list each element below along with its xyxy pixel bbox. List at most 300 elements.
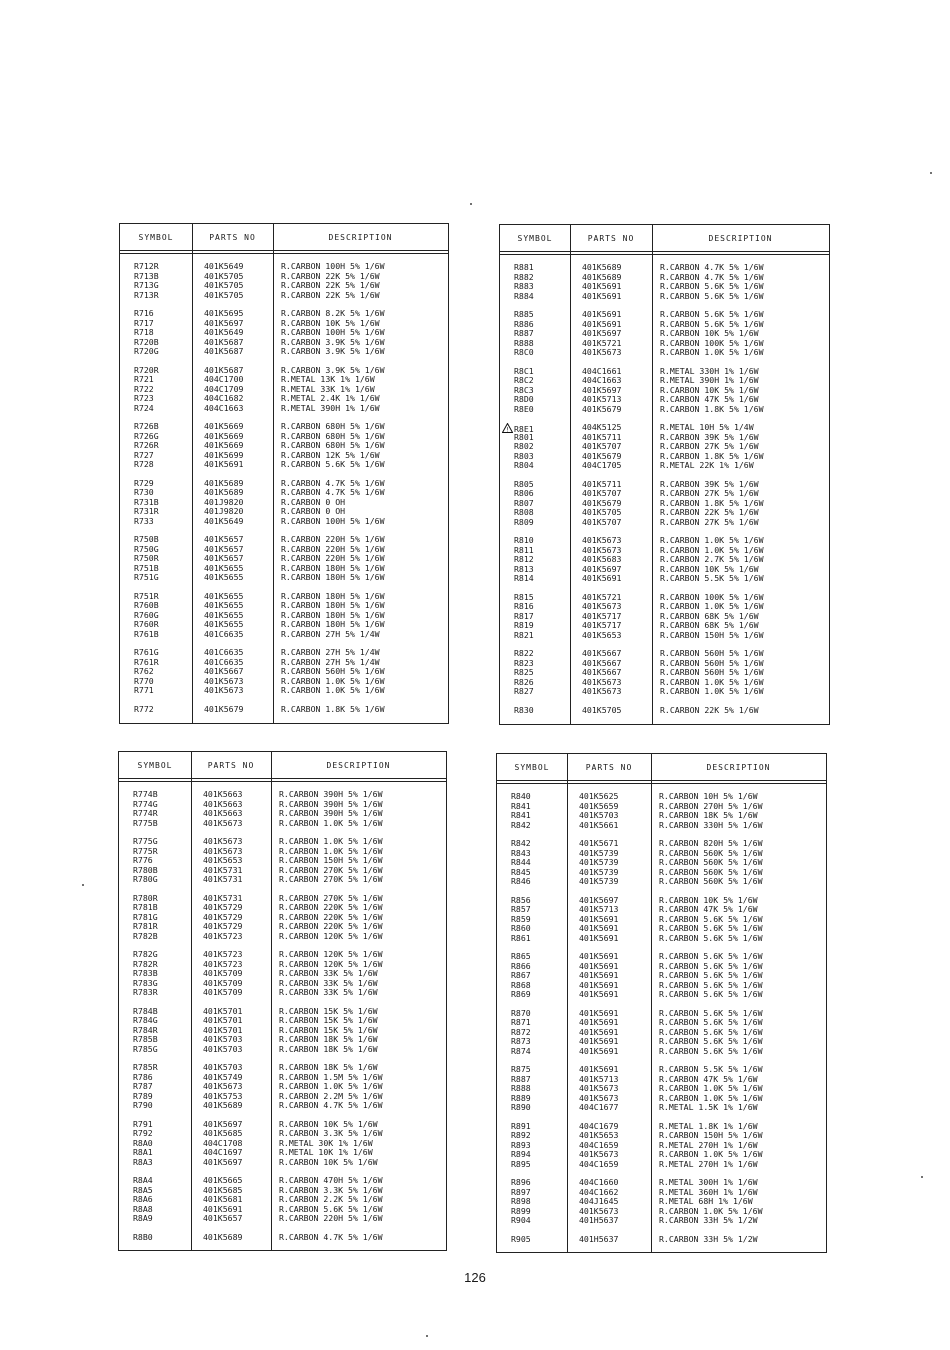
symbol-cell [497,971,567,981]
symbol-cell [497,1009,567,1019]
parts-no-cell: 401K5691 [579,1045,619,1056]
description-cell: R.CARBON 12K 5% 1/6W [281,449,380,460]
parts-no-cell: 401K5691 [579,1017,619,1027]
table-row [119,1045,446,1055]
symbol-cell [119,1148,191,1158]
parts-no-cell: 401K5705 [582,704,622,715]
svg-text:!: ! [506,426,509,433]
symbol-text: R750B [134,534,159,544]
description-cell: R.CARBON 390H 5% 1/6W [279,789,383,799]
symbol-text: R772 [134,703,154,714]
parts-no-cell: 401K5653 [582,629,622,640]
symbol-text: R873 [511,1036,531,1046]
symbol-text: R805 [514,478,534,489]
description-cell: R.CARBON 1.8K 5% 1/6W [660,450,764,461]
symbol-text: R846 [511,876,531,886]
description-cell: R.CARBON 220K 5% 1/6W [279,902,383,912]
row-group [497,1235,826,1245]
symbol-cell [120,479,192,489]
parts-no-cell: 401K5653 [579,1130,619,1140]
parts-no-cell: 401K5673 [579,1083,619,1093]
description-cell: R.METAL 22K 1% 1/6W [660,460,754,470]
symbol-text: R775B [133,817,158,828]
symbol-cell [497,802,567,812]
symbol-cell [500,273,570,283]
symbol-text: R867 [511,970,531,980]
symbol-cell [120,309,192,319]
symbol-text: R8B0 [133,1231,153,1242]
symbol-text: R727 [134,449,154,460]
scan-speck [930,172,932,174]
parts-no-cell: 401K5713 [582,394,622,404]
column-header-parts-no: PARTS NO [585,762,633,772]
parts-no-cell: 401K5749 [203,1071,243,1082]
symbol-cell [500,367,570,377]
parts-no-cell: 401K5691 [579,1064,619,1074]
parts-no-cell: 401K5739 [579,857,619,867]
row-group [120,309,448,357]
parts-no-cell: 401K5673 [204,685,244,695]
description-cell: R.CARBON 560H 5% 1/6W [660,667,764,677]
symbol-text: R781G [133,911,158,922]
header-rule [497,783,826,784]
description-cell: R.CARBON 220H 5% 1/6W [281,534,385,544]
symbol-text: R774R [133,808,158,818]
description-cell: R.CARBON 2.2M 5% 1/6W [279,1090,383,1101]
symbol-text: R783B [133,968,158,978]
symbol-cell [497,1216,567,1226]
symbol-text: R889 [511,1092,531,1103]
symbol-cell [500,649,570,659]
description-cell: R.CARBON 5.6K 5% 1/6W [281,459,385,469]
symbol-text: R785G [133,1043,158,1054]
symbol-text: R8A1 [133,1147,153,1157]
symbol-text: R774B [133,789,158,799]
description-cell: R.CARBON 10K 5% 1/6W [660,563,759,574]
parts-no-cell: 401K5655 [204,600,244,610]
symbol-cell [120,517,192,527]
parts-no-cell: 401K5731 [203,892,243,903]
symbol-text: R822 [514,648,534,658]
symbol-text: R840 [511,791,531,801]
description-cell: R.CARBON 4.7K 5% 1/6W [660,271,764,282]
symbol-cell [119,1205,191,1215]
description-cell: R.CARBON 180H 5% 1/6W [281,572,385,582]
symbol-text: R811 [514,544,534,555]
description-cell: R.CARBON 1.8K 5% 1/6W [281,703,385,714]
symbol-text: R760R [134,619,159,629]
parts-no-cell: 401K5673 [203,836,243,846]
symbol-text: R891 [511,1120,531,1131]
symbol-text: R830 [514,704,534,715]
symbol-cell [119,1073,191,1083]
parts-no-cell: 401K5671 [579,838,619,848]
symbol-text: R783G [133,977,158,988]
description-cell: R.CARBON 33K 5% 1/6W [279,968,378,978]
parts-no-cell: 401K5753 [203,1090,243,1101]
row-group [497,1065,826,1113]
symbol-cell [500,612,570,622]
parts-no-cell: 401K5679 [582,403,622,414]
row-group [119,1120,446,1168]
symbol-text: R775G [133,836,158,846]
symbol-cell [497,1037,567,1047]
symbol-text: R726G [134,430,159,441]
symbol-cell [500,536,570,546]
description-cell: R.CARBON 390H 5% 1/6W [279,808,383,818]
symbol-cell [119,932,191,942]
symbol-cell [500,433,570,443]
table-row [120,347,448,357]
symbol-cell [500,565,570,575]
description-cell: R.CARBON 39K 5% 1/6W [660,431,759,442]
description-cell: R.CARBON 5.6K 5% 1/6W [660,309,764,319]
symbol-text: R874 [511,1045,531,1056]
parts-no-cell: 401K5665 [203,1175,243,1185]
parts-no-cell: 401K5729 [203,921,243,931]
column-header-description: DESCRIPTION [706,762,771,772]
symbol-text: R722 [134,383,154,394]
symbol-cell [119,1176,191,1186]
symbol-text: R861 [511,932,531,943]
description-cell: R.CARBON 180H 5% 1/6W [281,619,385,629]
symbol-text: R776 [133,855,153,865]
description-cell: R.CARBON 39K 5% 1/6W [660,478,759,489]
symbol-text: R884 [514,290,534,301]
symbol-text: R860 [511,923,531,933]
column-header-description: DESCRIPTION [708,233,773,243]
symbol-text: R716 [134,308,154,318]
parts-no-cell: 401K5657 [204,534,244,544]
description-cell: R.CARBON 22K 5% 1/6W [281,289,380,300]
symbol-cell [500,423,570,433]
symbol-cell [497,868,567,878]
table-row [500,461,829,471]
symbol-text: R792 [133,1128,153,1138]
symbol-text: R813 [514,563,534,574]
row-group [120,366,448,414]
symbol-text: R886 [514,318,534,329]
symbol-text: R783R [133,987,158,997]
description-cell: R.CARBON 5.6K 5% 1/6W [659,1026,763,1037]
symbol-cell [497,1047,567,1057]
table-row [120,517,448,527]
symbol-cell [497,1207,567,1217]
symbol-text: R786 [133,1071,153,1082]
table-row [119,1214,446,1224]
symbol-cell [497,1094,567,1104]
parts-no-cell: 401K5681 [203,1194,243,1204]
symbol-cell [497,1160,567,1170]
parts-no-cell: 401K5717 [582,610,622,621]
description-cell: R.CARBON 1.0K 5% 1/6W [659,1083,763,1093]
description-cell: R.CARBON 18K 5% 1/6W [279,1034,378,1044]
warning-triangle-icon [502,423,513,433]
row-group [120,535,448,583]
symbol-text: R785B [133,1034,158,1044]
symbol-cell [497,1028,567,1038]
row-group [119,1176,446,1224]
table-header [119,752,446,779]
symbol-text: R866 [511,960,531,971]
description-cell: R.CARBON 5.6K 5% 1/6W [659,979,763,990]
row-group [120,592,448,640]
symbol-cell [497,839,567,849]
table-header [120,224,448,251]
row-group [500,423,829,471]
parts-no-cell: 401K5711 [582,478,622,489]
table-row [119,988,446,998]
symbol-text: R895 [511,1158,531,1169]
parts-no-cell: 401K5705 [204,280,244,290]
parts-no-cell: 401K5691 [582,318,622,329]
scan-speck [82,884,84,886]
symbol-text: R789 [133,1090,153,1101]
description-cell: R.CARBON 1.0K 5% 1/6W [660,535,764,545]
table-row [120,705,448,715]
parts-no-cell: 401K5691 [579,960,619,971]
description-cell: R.CARBON 5.6K 5% 1/6W [660,318,764,329]
parts-no-cell: 401C6635 [204,647,244,657]
symbol-cell [119,1139,191,1149]
symbol-text: R802 [514,441,534,451]
symbol-text: R826 [514,676,534,687]
parts-no-cell: 401K5707 [582,441,622,451]
description-cell: R.CARBON 10K 5% 1/6W [659,894,758,905]
row-group [500,593,829,641]
symbol-cell [119,1186,191,1196]
symbol-text: R815 [514,591,534,602]
symbol-cell [119,1082,191,1092]
symbol-cell [497,1235,567,1245]
symbol-cell [500,310,570,320]
parts-table-top-left [119,223,449,724]
symbol-cell [120,404,192,414]
symbol-text: R785R [133,1062,158,1072]
parts-table-bottom-right [496,753,827,1253]
parts-no-cell: 401K5687 [204,364,244,375]
parts-no-cell: 401K5711 [582,431,622,442]
parts-no-cell: 401K5663 [203,789,243,799]
description-cell: R.CARBON 560K 5% 1/6W [659,876,763,886]
parts-no-cell: 401K5689 [203,1231,243,1242]
symbol-cell [500,339,570,349]
parts-no-cell: 401K5685 [203,1128,243,1138]
symbol-text: R713B [134,270,159,281]
description-cell: R.CARBON 5.6K 5% 1/6W [659,970,763,980]
parts-no-cell: 401K5667 [582,657,622,668]
symbol-cell [497,1065,567,1075]
parts-no-cell: 404C1663 [582,375,622,385]
description-cell: R.CARBON 15K 5% 1/6W [279,1005,378,1016]
description-cell: R.CARBON 15K 5% 1/6W [279,1024,378,1035]
parts-no-cell: 401K5689 [203,1100,243,1110]
parts-no-cell: 401K5673 [204,675,244,686]
parts-no-cell: 401K5691 [579,932,619,943]
parts-no-cell: 401K5723 [203,949,243,959]
table-row [497,934,826,944]
symbol-cell [120,366,192,376]
symbol-cell [497,792,567,802]
description-cell: R.CARBON 10K 5% 1/6W [279,1118,378,1129]
description-cell: R.CARBON 27K 5% 1/6W [660,441,759,451]
table-row [500,631,829,641]
symbol-text: R8A5 [133,1184,153,1195]
parts-no-cell: 401K5653 [203,855,243,865]
description-cell: R.CARBON 47K 5% 1/6W [659,1073,758,1084]
symbol-cell [120,507,192,517]
symbol-text: R750G [134,543,159,554]
description-cell: R.METAL 2.4K 1% 1/6W [281,393,380,403]
parts-no-cell: 401K5691 [579,989,619,999]
row-group [500,367,829,415]
parts-no-cell: 401K5701 [203,1015,243,1025]
parts-no-cell: 404C1708 [203,1137,243,1148]
symbol-text: R780R [133,892,158,903]
parts-no-cell: 404C1709 [204,383,244,394]
description-cell: R.CARBON 680H 5% 1/6W [281,430,385,441]
symbol-text: R881 [514,262,534,272]
description-cell: R.CARBON 15K 5% 1/6W [279,1015,378,1025]
symbol-cell [497,811,567,821]
symbol-text: R729 [134,477,154,488]
description-cell: R.CARBON 4.7K 5% 1/6W [660,262,764,272]
symbol-text: R775R [133,845,158,856]
parts-no-cell: 401K5691 [582,290,622,301]
row-group [500,310,829,358]
row-group [500,706,829,716]
symbol-text: R781B [133,902,158,912]
description-cell: R.CARBON 4.7K 5% 1/6W [281,487,385,497]
description-cell: R.CARBON 5.6K 5% 1/6W [659,932,763,943]
symbol-text: R899 [511,1205,531,1216]
parts-no-cell: 401K5739 [579,866,619,877]
symbol-text: R904 [511,1215,531,1225]
parts-no-cell: 401K5655 [204,590,244,601]
symbol-text: R803 [514,450,534,461]
column-header-symbol: SYMBOL [517,233,553,243]
table-row [497,1047,826,1057]
symbol-text: R808 [514,507,534,517]
parts-no-cell: 401K5697 [204,317,244,328]
row-group [120,422,448,470]
symbol-text: R859 [511,913,531,924]
description-cell: R.CARBON 4.7K 5% 1/6W [281,477,385,488]
symbol-text: R723 [134,393,154,403]
symbol-text: R844 [511,857,531,867]
description-cell: R.METAL 30K 1% 1/6W [279,1137,373,1148]
parts-no-cell: 401K5649 [204,327,244,337]
symbol-cell [119,1045,191,1055]
parts-no-cell: 401K5673 [582,686,622,696]
symbol-text: R8C3 [514,384,534,395]
symbol-text: R8A6 [133,1194,153,1204]
description-cell: R.CARBON 1.0K 5% 1/6W [279,836,383,846]
symbol-cell [500,395,570,405]
symbol-cell [497,962,567,972]
parts-no-cell: 401K5679 [204,703,244,714]
symbol-cell [120,658,192,668]
symbol-cell [500,659,570,669]
symbol-text: R726B [134,421,159,431]
symbol-text: R804 [514,460,534,470]
parts-no-cell: 401K5673 [582,347,622,357]
symbol-text: R760G [134,609,159,620]
parts-no-cell: 401K5679 [582,450,622,461]
description-cell: R.CARBON 100H 5% 1/6W [281,261,385,271]
symbol-cell [500,452,570,462]
symbol-text: R8D0 [514,394,534,404]
symbol-text: R751G [134,572,159,582]
table-row [497,1235,826,1245]
symbol-text: R717 [134,317,154,328]
symbol-text: R809 [514,516,534,527]
symbol-cell [120,319,192,329]
symbol-text: R827 [514,686,534,696]
description-cell: R.CARBON 10H 5% 1/6W [659,791,758,801]
symbol-cell [500,508,570,518]
symbol-text: R801 [514,431,534,442]
description-cell: R.METAL 390H 1% 1/6W [660,375,759,385]
parts-no-cell: 401C6635 [204,628,244,639]
parts-no-cell: 401K5669 [204,430,244,441]
symbol-cell [120,375,192,385]
symbol-text: R784R [133,1024,158,1035]
description-cell: R.CARBON 560H 5% 1/6W [281,666,385,676]
description-cell: R.CARBON 220H 5% 1/6W [281,553,385,563]
parts-no-cell: 401K5705 [204,289,244,300]
description-cell: R.CARBON 22K 5% 1/6W [281,270,380,281]
symbol-cell [120,347,192,357]
symbol-cell [497,915,567,925]
description-cell: R.CARBON 150H 5% 1/6W [660,629,764,640]
parts-no-cell: 404C1700 [204,374,244,384]
description-cell: R.METAL 10K 1% 1/6W [279,1147,373,1157]
symbol-text: R856 [511,894,531,905]
parts-no-cell: 401K5697 [582,328,622,338]
symbol-cell [497,896,567,906]
symbol-text: R8A4 [133,1175,153,1185]
description-cell: R.METAL 360H 1% 1/6W [659,1186,758,1197]
symbol-text: R728 [134,459,154,469]
symbol-cell [500,386,570,396]
description-cell: R.CARBON 18K 5% 1/6W [659,810,758,820]
symbol-text: R842 [511,838,531,848]
symbol-cell [497,1188,567,1198]
header-rule [120,253,448,254]
description-cell: R.CARBON 560K 5% 1/6W [659,857,763,867]
symbol-text: R780B [133,864,158,875]
parts-no-cell: 401K5709 [203,968,243,978]
symbol-text: R8A9 [133,1213,153,1223]
description-cell: R.CARBON 100H 5% 1/6W [281,327,385,337]
parts-no-cell: 401K5705 [582,507,622,517]
parts-no-cell: 401K5691 [582,309,622,319]
parts-no-cell: 401K5689 [204,477,244,488]
table-row [120,573,448,583]
symbol-cell [497,858,567,868]
row-group [497,792,826,830]
symbol-cell [120,630,192,640]
description-cell: R.CARBON 120K 5% 1/6W [279,949,383,959]
description-cell: R.CARBON 27K 5% 1/6W [660,488,759,498]
parts-no-cell: 404C1662 [579,1186,619,1197]
symbol-text: R718 [134,327,154,337]
description-cell: R.CARBON 10K 5% 1/6W [660,328,759,338]
description-cell: R.CARBON 5.6K 5% 1/6W [659,960,763,971]
row-group [500,480,829,528]
description-cell: R.CARBON 1.0K 5% 1/6W [660,676,764,687]
